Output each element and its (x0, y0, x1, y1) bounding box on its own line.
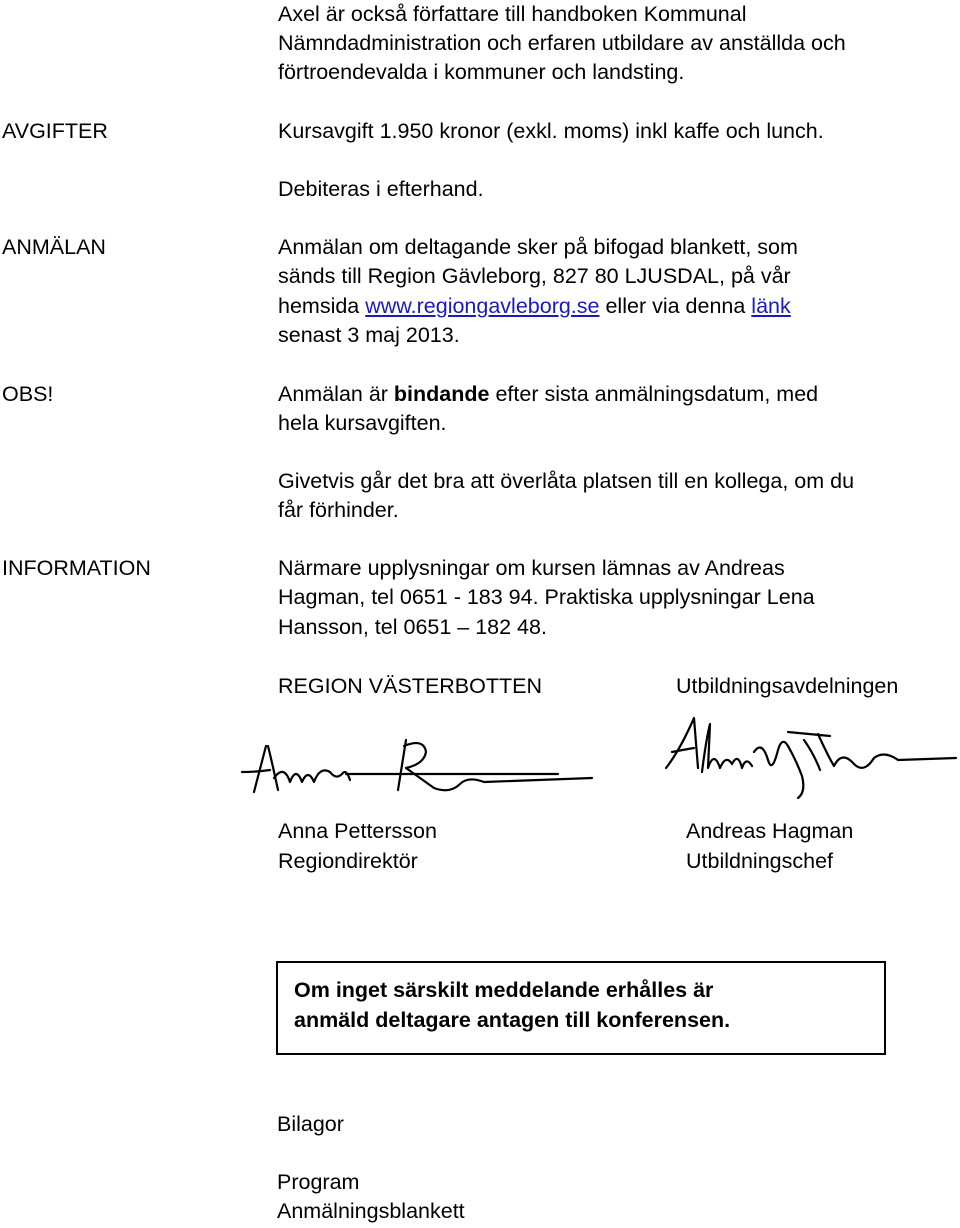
right-organization: Utbildningsavdelningen (676, 674, 899, 698)
notice-line-2: anmäld deltagare antagen till konferensen. (294, 1007, 731, 1032)
obs-line-1-suffix: efter sista anmälningsdatum, med (489, 382, 819, 406)
registration-line-3-middle: eller via denna (599, 294, 752, 318)
registration-line-3-prefix: hemsida (278, 294, 366, 318)
registration-label: ANMÄLAN (2, 235, 106, 259)
left-signatory-name: Anna Pettersson (278, 819, 437, 843)
notice-box (276, 961, 886, 1055)
right-signatory-name: Andreas Hagman (686, 819, 854, 843)
obs-label: OBS! (2, 382, 54, 406)
information-line-3: Hansson, tel 0651 – 182 48. (278, 615, 547, 639)
attachment-item-program: Program (277, 1170, 360, 1194)
fees-line-1: Kursavgift 1.950 kronor (exkl. moms) inkl kaffe och lunch. (278, 119, 824, 143)
registration-link[interactable]: länk (751, 294, 791, 318)
intro-line-2: Nämndadministration och erfaren utbildare av anställda och (278, 31, 846, 55)
right-signature-image (658, 710, 958, 805)
information-line-2: Hagman, tel 0651 - 183 94. Praktiska upplysningar Lena (278, 585, 815, 609)
left-signature-image (238, 728, 598, 808)
obs-line-1 (278, 380, 818, 410)
website-link[interactable]: www.regiongavleborg.se (365, 294, 600, 318)
registration-line-2: sänds till Region Gävleborg, 827 80 LJUSDAL, på vår (278, 264, 791, 288)
notice-text (294, 976, 730, 1035)
intro-line-3: förtroendevalda i kommuner och landsting. (278, 60, 685, 84)
left-signatory-title: Regiondirektör (278, 849, 418, 873)
fees-line-2: Debiteras i efterhand. (278, 177, 484, 201)
attachment-item-registration-form: Anmälningsblankett (277, 1199, 465, 1223)
registration-line-3 (278, 292, 791, 322)
information-line-1: Närmare upplysningar om kursen lämnas av Andreas (278, 556, 785, 580)
notice-line-1: Om inget särskilt meddelande erhålles är (294, 978, 714, 1002)
right-signatory-title: Utbildningschef (686, 849, 834, 873)
obs-bold-word: bindande (393, 382, 490, 406)
obs-line-1-prefix: Anmälan är (278, 382, 394, 406)
fees-label: AVGIFTER (2, 119, 108, 143)
information-label: INFORMATION (2, 556, 151, 580)
left-organization: REGION VÄSTERBOTTEN (278, 674, 543, 698)
obs-line-4: får förhinder. (278, 498, 399, 522)
obs-line-2: hela kursavgiften. (278, 411, 447, 435)
obs-line-3: Givetvis går det bra att överlåta platsen till en kollega, om du (278, 469, 855, 493)
registration-line-1: Anmälan om deltagande sker på bifogad blankett, som (278, 235, 798, 259)
attachments-heading: Bilagor (277, 1112, 344, 1136)
intro-line-1: Axel är också författare till handboken Kommunal (278, 2, 747, 26)
registration-line-4: senast 3 maj 2013. (278, 323, 460, 347)
